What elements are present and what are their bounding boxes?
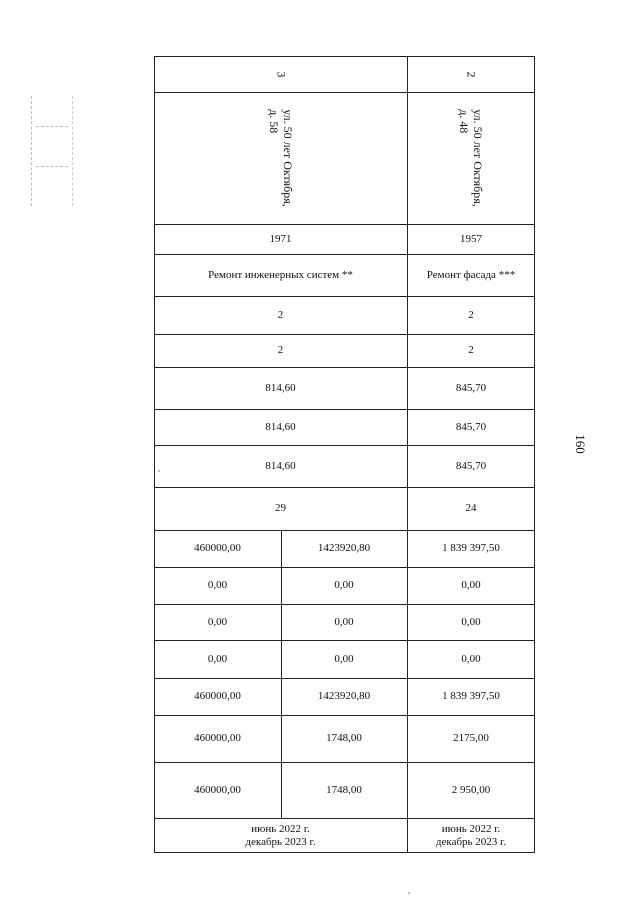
work-type-cell: Ремонт фасада *** — [426, 268, 516, 281]
cost-cell: 0,00 — [334, 652, 354, 665]
unit-cost-cell: 460000,00 — [194, 732, 241, 744]
unit-cost-cell: 2175,00 — [453, 732, 489, 744]
address-cell: ул. 50 лет Октября, д. 48 — [457, 109, 485, 207]
unit-limit-cell: 460000,00 — [194, 783, 241, 796]
cost-cell: 0,00 — [207, 615, 228, 628]
year-cell: 1971 — [269, 232, 292, 245]
area-cell: 814,60 — [265, 420, 296, 433]
period-cell: июнь 2022 г. декабрь 2023 г. — [245, 822, 316, 848]
col-number-2: 2 — [464, 71, 479, 77]
area-cell: 814,60 — [265, 459, 296, 472]
page-number: 160 — [573, 434, 588, 454]
col-number-3: 3 — [274, 71, 288, 77]
cost-cell: 1423920,80 — [317, 542, 371, 554]
cost-cell: 1 839 397,50 — [442, 690, 500, 702]
cost-cell: 0,00 — [461, 652, 481, 665]
scan-speck — [408, 892, 410, 894]
area-cell: 845,70 — [455, 420, 487, 433]
area-cell: 814,60 — [265, 381, 296, 394]
cost-cell: 460000,00 — [194, 690, 241, 702]
value-cell: 2 — [468, 344, 474, 356]
unit-limit-cell: 1748,00 — [326, 783, 362, 796]
faded-stamp — [31, 96, 73, 206]
cost-cell: 0,00 — [461, 579, 481, 591]
cost-cell: 0,00 — [207, 579, 228, 591]
work-type-cell: Ремонт инженерных систем ** — [208, 268, 353, 281]
unit-limit-cell: 2 950,00 — [451, 783, 491, 796]
area-cell: 845,70 — [455, 459, 487, 472]
residents-cell: 24 — [465, 502, 477, 514]
value-cell: 2 — [468, 308, 474, 321]
value-cell: 2 — [277, 344, 284, 356]
value-cell: 2 — [277, 308, 284, 321]
cost-cell: 1423920,80 — [317, 690, 371, 702]
cost-cell: 0,00 — [461, 615, 481, 628]
cost-cell: 1 839 397,50 — [442, 542, 500, 554]
cost-cell: 0,00 — [334, 615, 354, 628]
area-cell: 845,70 — [455, 381, 487, 394]
rotated-table — [154, 56, 535, 853]
period-cell: июнь 2022 г. декабрь 2023 г. — [435, 822, 507, 848]
scan-speck — [158, 470, 160, 472]
cost-cell: 0,00 — [207, 652, 228, 665]
address-cell: ул. 50 лет Октября, д. 58 — [266, 109, 295, 207]
residents-cell: 29 — [275, 502, 286, 514]
year-cell: 1957 — [460, 232, 482, 245]
unit-cost-cell: 1748,00 — [326, 732, 362, 744]
cost-cell: 0,00 — [334, 579, 354, 591]
cost-cell: 460000,00 — [194, 542, 241, 554]
